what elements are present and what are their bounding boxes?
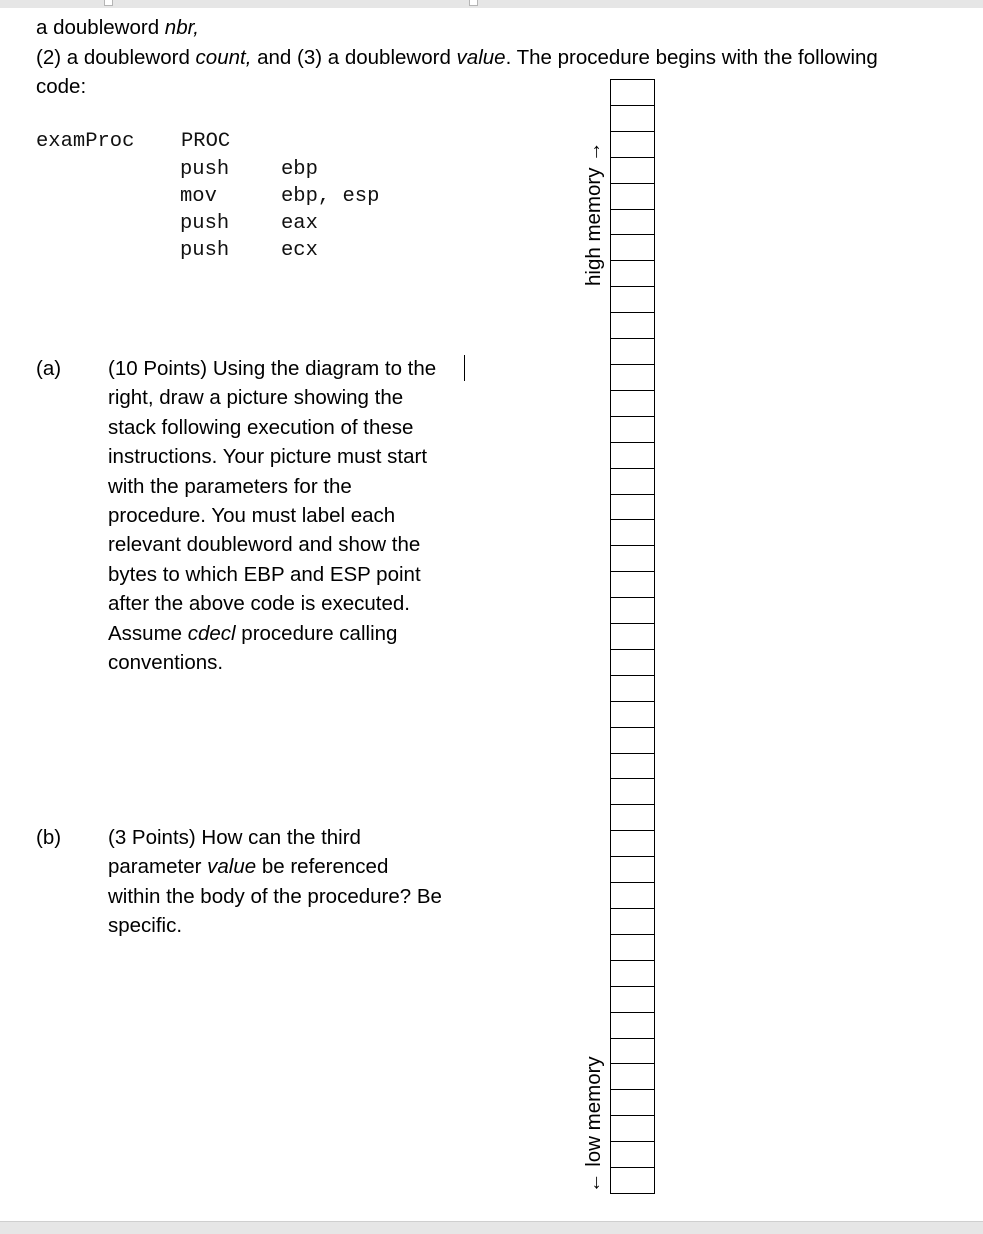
question-a-line: after the above code is executed. <box>108 592 411 616</box>
stack-cell[interactable] <box>611 391 654 417</box>
stack-cell[interactable] <box>611 235 654 261</box>
code-arg: eax <box>281 212 318 235</box>
stack-cell[interactable] <box>611 365 654 391</box>
question-a-line: with the parameters for the <box>108 474 352 498</box>
stack-cell[interactable] <box>611 287 654 313</box>
code-arg: ebp, esp <box>281 185 380 208</box>
question-a-line: stack following execution of these <box>108 415 414 439</box>
stack-cell[interactable] <box>611 106 654 132</box>
stack-cell[interactable] <box>611 1039 654 1065</box>
question-b-line: within the body of the procedure? Be <box>108 884 442 908</box>
question-b-label: (b) <box>36 826 62 849</box>
stack-cell[interactable] <box>611 572 654 598</box>
stack-cell[interactable] <box>611 935 654 961</box>
stack-cell[interactable] <box>611 417 654 443</box>
stack-cell[interactable] <box>611 987 654 1013</box>
stack-cell[interactable] <box>611 1116 654 1142</box>
question-a-text <box>108 354 488 677</box>
stack-cell[interactable] <box>611 883 654 909</box>
stack-cell[interactable] <box>611 961 654 987</box>
high-memory-label: high memory → <box>582 141 605 286</box>
stack-cell[interactable] <box>611 520 654 546</box>
stack-cell[interactable] <box>611 624 654 650</box>
question-b-line: (3 Points) How can the third <box>108 826 361 849</box>
code-op: push <box>180 239 230 262</box>
text-cursor <box>464 355 465 381</box>
code-arg: ebp <box>281 158 318 181</box>
stack-cell[interactable] <box>611 676 654 702</box>
stack-cell[interactable] <box>611 831 654 857</box>
stack-cell[interactable] <box>611 779 654 805</box>
intro-line-1: a doubleword nbr, <box>36 16 199 39</box>
question-a-line: (10 Points) Using the diagram to the <box>108 357 437 380</box>
intro-line-2: (2) a doubleword count, and (3) a doubleword value. The procedure begins with the following <box>36 46 878 69</box>
stack-cell[interactable] <box>611 702 654 728</box>
code-op: push <box>180 158 230 181</box>
code-proc-label: examProc <box>36 130 135 153</box>
stack-cell[interactable] <box>611 443 654 469</box>
question-a-line: procedure. You must label each <box>108 504 396 528</box>
stack-cell[interactable] <box>611 546 654 572</box>
question-a-label: (a) <box>36 357 62 380</box>
stack-cell[interactable] <box>611 184 654 210</box>
question-b-text <box>108 823 488 941</box>
stack-cell[interactable] <box>611 80 654 106</box>
stack-cell[interactable] <box>611 158 654 184</box>
question-a-line: relevant doubleword and show the <box>108 533 421 557</box>
stack-cell[interactable] <box>611 495 654 521</box>
ruler-marker-right[interactable] <box>469 0 478 6</box>
stack-cell[interactable] <box>611 805 654 831</box>
question-a-line: bytes to which EBP and ESP point <box>108 562 421 586</box>
stack-cell[interactable] <box>611 598 654 624</box>
stack-cell[interactable] <box>611 210 654 236</box>
question-b-line: specific. <box>108 914 183 938</box>
stack-cell[interactable] <box>611 1090 654 1116</box>
stack-cell[interactable] <box>611 261 654 287</box>
low-memory-label: ← low memory <box>582 1056 605 1193</box>
stack-cell[interactable] <box>611 909 654 935</box>
stack-cell[interactable] <box>611 650 654 676</box>
question-a-line: conventions. <box>108 651 224 675</box>
stack-cell[interactable] <box>611 1013 654 1039</box>
stack-cell[interactable] <box>611 728 654 754</box>
stack-cell[interactable] <box>611 1168 654 1194</box>
stack-cell[interactable] <box>611 469 654 495</box>
stack-diagram <box>610 79 655 1194</box>
stack-cell[interactable] <box>611 1142 654 1168</box>
question-a-line: right, draw a picture showing the <box>108 386 404 410</box>
stack-cell[interactable] <box>611 339 654 365</box>
code-op: push <box>180 212 230 235</box>
stack-cell[interactable] <box>611 754 654 780</box>
stack-cell[interactable] <box>611 857 654 883</box>
bottom-status-bar <box>0 1221 983 1234</box>
code-proc-directive: PROC <box>181 130 231 153</box>
question-a-line: Assume cdecl procedure calling <box>108 621 398 645</box>
intro-line-3: code: <box>36 75 87 98</box>
question-b-line: parameter value be referenced <box>108 855 389 879</box>
stack-cell[interactable] <box>611 1064 654 1090</box>
stack-cell[interactable] <box>611 313 654 339</box>
top-ruler-bar <box>0 0 983 8</box>
stack-cell[interactable] <box>611 132 654 158</box>
code-arg: ecx <box>281 239 318 262</box>
code-op: mov <box>180 185 217 208</box>
ruler-marker-left[interactable] <box>104 0 113 6</box>
question-a-line: instructions. Your picture must start <box>108 445 428 469</box>
